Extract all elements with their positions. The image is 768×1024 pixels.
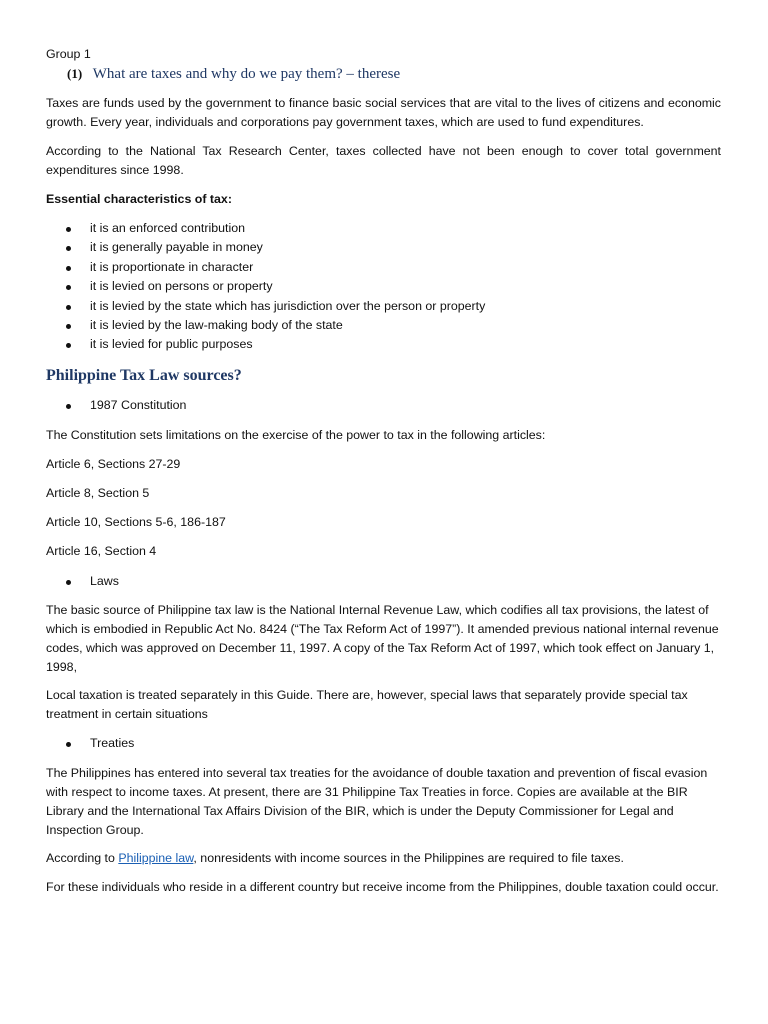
- characteristics-heading: Essential characteristics of tax:: [46, 192, 232, 206]
- taxes-definition-paragraph: Taxes are funds used by the government to finance basic social services that are vital to the lives of citizens and economic growth. Every year, individuals and corporations pay government taxes, which are used to fund expenditures.: [46, 96, 721, 129]
- local-taxation-paragraph: Local taxation is treated separately in this Guide. There are, however, special laws that separately provide special tax treatment in certain situations: [46, 688, 688, 721]
- bullet-icon: [66, 285, 71, 290]
- list-item: it is levied by the state which has jurisdiction over the person or property: [46, 297, 721, 316]
- list-item: it is proportionate in character: [46, 258, 721, 277]
- section-number: (1): [67, 66, 83, 81]
- bullet-icon: [66, 742, 71, 747]
- list-item: it is levied on persons or property: [46, 277, 721, 296]
- nonresident-paragraph: According to Philippine law, nonresidents with income sources in the Philippines are required to file taxes.: [46, 851, 624, 865]
- constitution-bullet: [46, 396, 721, 415]
- list-item: Laws: [46, 572, 721, 591]
- article-line: Article 16, Section 4: [46, 544, 157, 558]
- bullet-icon: [66, 266, 71, 271]
- treaties-bullet: [46, 734, 721, 753]
- section-title: What are taxes and why do we pay them? – therese: [92, 66, 401, 82]
- laws-paragraph: The basic source of Philippine tax law is the National Internal Revenue Law, which codifies all tax provisions, the latest of which is embodied in Republic Act No. 8424 (“The Tax Reform Act of 1997”). It amended previous national internal revenue codes, which was approved on December 11, 1997. A copy of the Tax Reform Act of 1997, which took effect on January 1, 1998,: [46, 603, 719, 674]
- list-item: it is generally payable in money: [46, 238, 721, 257]
- list-item: 1987 Constitution: [46, 396, 721, 415]
- group-label: Group 1: [46, 47, 91, 61]
- article-line: Article 10, Sections 5-6, 186-187: [46, 515, 226, 529]
- list-item: it is levied for public purposes: [46, 335, 721, 354]
- treaties-paragraph: The Philippines has entered into several tax treaties for the avoidance of double taxation and prevention of fiscal evasion with respect to income taxes. At present, there are 31 Philippine Tax Treaties in force. Copies are available at the BIR Library and the International Tax Affairs Division of the BIR, which is under the Deputy Commissioner for Legal and Inspection Group.: [46, 766, 708, 837]
- section-2-heading: Philippine Tax Law sources?: [46, 367, 242, 384]
- list-item: Treaties: [46, 734, 721, 753]
- bullet-icon: [66, 324, 71, 329]
- bullet-icon: [66, 343, 71, 348]
- constitution-intro: The Constitution sets limitations on the exercise of the power to tax in the following articles:: [46, 428, 546, 442]
- bullet-icon: [66, 580, 71, 585]
- bullet-icon: [66, 404, 71, 409]
- bullet-icon: [66, 305, 71, 310]
- philippine-law-link[interactable]: Philippine law: [118, 851, 194, 865]
- section-1-heading: [46, 64, 400, 84]
- characteristics-list: [46, 219, 721, 355]
- double-taxation-paragraph: For these individuals who reside in a different country but receive income from the Philippines, double taxation could occur.: [46, 880, 719, 894]
- laws-bullet: [46, 572, 721, 591]
- ntrc-paragraph: According to the National Tax Research Center, taxes collected have not been enough to cover total government expenditures since 1998.: [46, 144, 721, 177]
- article-line: Article 8, Section 5: [46, 486, 150, 500]
- list-item: it is an enforced contribution: [46, 219, 721, 238]
- list-item: it is levied by the law-making body of the state: [46, 316, 721, 335]
- article-line: Article 6, Sections 27-29: [46, 457, 181, 471]
- bullet-icon: [66, 227, 71, 232]
- bullet-icon: [66, 246, 71, 251]
